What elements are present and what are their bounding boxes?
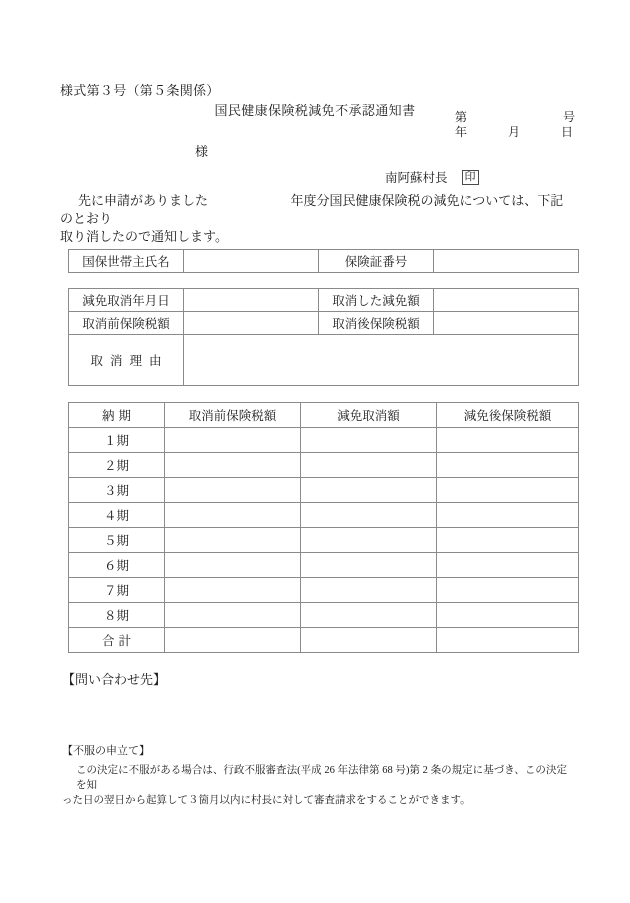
installment-cancelled-value[interactable] bbox=[301, 428, 437, 453]
table-row bbox=[69, 553, 579, 578]
installment-cancelled-value[interactable] bbox=[301, 478, 437, 503]
seal-icon: 印 bbox=[462, 170, 479, 185]
cancelled-amount-label: 取消した減免額 bbox=[319, 289, 434, 312]
table-row bbox=[69, 478, 579, 503]
installment-cancelled-value[interactable] bbox=[301, 603, 437, 628]
householder-name-label: 国保世帯主氏名 bbox=[69, 250, 184, 273]
table-row bbox=[69, 250, 579, 273]
form-number: 様式第３号（第５条関係） bbox=[60, 83, 220, 98]
total-after-value[interactable] bbox=[437, 628, 579, 653]
cancellation-date-label: 減免取消年月日 bbox=[69, 289, 184, 312]
addressee-honorific: 様 bbox=[195, 144, 209, 159]
notice-line-1-suffix: 年度分国民健康保険税の減免については、下記のとおり bbox=[60, 193, 564, 226]
installment-cancelled-value[interactable] bbox=[301, 553, 437, 578]
date-day-label: 日 bbox=[560, 125, 573, 139]
reference-number-suffix: 号 bbox=[562, 110, 575, 124]
householder-name-value[interactable] bbox=[184, 250, 319, 273]
issuer-name: 南阿蘇村長 bbox=[385, 171, 448, 185]
contact-heading: 【問い合わせ先】 bbox=[62, 672, 167, 687]
appeal-line-1: この決定に不服がある場合は、行政不服審査法(平成 26 年法律第 68 号)第 2 条の規定に基づき、この決定を知 bbox=[76, 765, 567, 791]
table-total-row bbox=[69, 628, 579, 653]
installment-before-value[interactable] bbox=[165, 478, 301, 503]
column-header-before: 取消前保険税額 bbox=[165, 403, 301, 428]
table-row bbox=[69, 428, 579, 453]
installment-after-value[interactable] bbox=[437, 603, 579, 628]
householder-table bbox=[68, 249, 579, 273]
installment-before-value[interactable] bbox=[165, 453, 301, 478]
reference-block bbox=[455, 110, 575, 140]
cancellation-date-value[interactable] bbox=[184, 289, 319, 312]
tax-before-cancellation-label: 取消前保険税額 bbox=[69, 312, 184, 335]
installment-cancelled-value[interactable] bbox=[301, 528, 437, 553]
appeal-heading: 【不服の申立て】 bbox=[62, 745, 150, 757]
installment-after-value[interactable] bbox=[437, 503, 579, 528]
notice-paragraph bbox=[60, 192, 570, 246]
installment-cancelled-value[interactable] bbox=[301, 453, 437, 478]
table-row bbox=[69, 335, 579, 386]
date-month-label: 月 bbox=[507, 125, 520, 139]
insurance-card-number-label: 保険証番号 bbox=[319, 250, 434, 273]
total-label: 合計 bbox=[69, 628, 165, 653]
issue-date-line bbox=[455, 125, 575, 140]
installment-term: ８期 bbox=[69, 603, 165, 628]
tax-after-cancellation-label: 取消後保険税額 bbox=[319, 312, 434, 335]
installment-after-value[interactable] bbox=[437, 578, 579, 603]
installment-term: ４期 bbox=[69, 503, 165, 528]
table-row bbox=[69, 603, 579, 628]
installment-after-value[interactable] bbox=[437, 453, 579, 478]
notice-line-2: 取り消したので通知します。 bbox=[60, 229, 228, 244]
installment-term: ７期 bbox=[69, 578, 165, 603]
insurance-card-number-value[interactable] bbox=[434, 250, 579, 273]
total-before-value[interactable] bbox=[165, 628, 301, 653]
tax-after-cancellation-value[interactable] bbox=[434, 312, 579, 335]
appeal-body bbox=[62, 763, 567, 808]
issuer-block bbox=[385, 168, 479, 186]
installment-term: １期 bbox=[69, 428, 165, 453]
installment-cancelled-value[interactable] bbox=[301, 578, 437, 603]
table-row bbox=[69, 578, 579, 603]
table-row bbox=[69, 453, 579, 478]
notice-line-1-prefix: 先に申請がありました bbox=[78, 193, 209, 208]
installment-after-value[interactable] bbox=[437, 528, 579, 553]
column-header-cancelled: 減免取消額 bbox=[301, 403, 437, 428]
installment-before-value[interactable] bbox=[165, 428, 301, 453]
appeal-line-2: った日の翌日から起算して３箇月以内に村長に対して審査請求をすることができます。 bbox=[62, 795, 471, 806]
installment-before-value[interactable] bbox=[165, 503, 301, 528]
column-header-after: 減免後保険税額 bbox=[437, 403, 579, 428]
table-row bbox=[69, 312, 579, 335]
installment-after-value[interactable] bbox=[437, 428, 579, 453]
total-cancelled-value[interactable] bbox=[301, 628, 437, 653]
installment-term: ３期 bbox=[69, 478, 165, 503]
document-title: 国民健康保険税減免不承認通知書 bbox=[214, 103, 416, 118]
installment-term: ６期 bbox=[69, 553, 165, 578]
notice-line-1 bbox=[60, 192, 570, 228]
tax-before-cancellation-value[interactable] bbox=[184, 312, 319, 335]
installment-term: ５期 bbox=[69, 528, 165, 553]
installments-table bbox=[68, 402, 579, 653]
table-row bbox=[69, 528, 579, 553]
cancellation-table bbox=[68, 288, 579, 386]
reference-number-label: 第 bbox=[455, 110, 468, 124]
installment-before-value[interactable] bbox=[165, 553, 301, 578]
column-header-term: 納期 bbox=[69, 403, 165, 428]
table-row bbox=[69, 289, 579, 312]
installment-term: ２期 bbox=[69, 453, 165, 478]
date-year-label: 年 bbox=[455, 125, 468, 139]
cancellation-reason-label: 取消理由 bbox=[69, 335, 184, 386]
installment-before-value[interactable] bbox=[165, 528, 301, 553]
reference-number-line bbox=[455, 110, 575, 125]
installment-before-value[interactable] bbox=[165, 578, 301, 603]
cancellation-reason-value[interactable] bbox=[184, 335, 579, 386]
table-header-row bbox=[69, 403, 579, 428]
installment-cancelled-value[interactable] bbox=[301, 503, 437, 528]
installment-before-value[interactable] bbox=[165, 603, 301, 628]
cancelled-amount-value[interactable] bbox=[434, 289, 579, 312]
table-row bbox=[69, 503, 579, 528]
installment-after-value[interactable] bbox=[437, 553, 579, 578]
installment-after-value[interactable] bbox=[437, 478, 579, 503]
